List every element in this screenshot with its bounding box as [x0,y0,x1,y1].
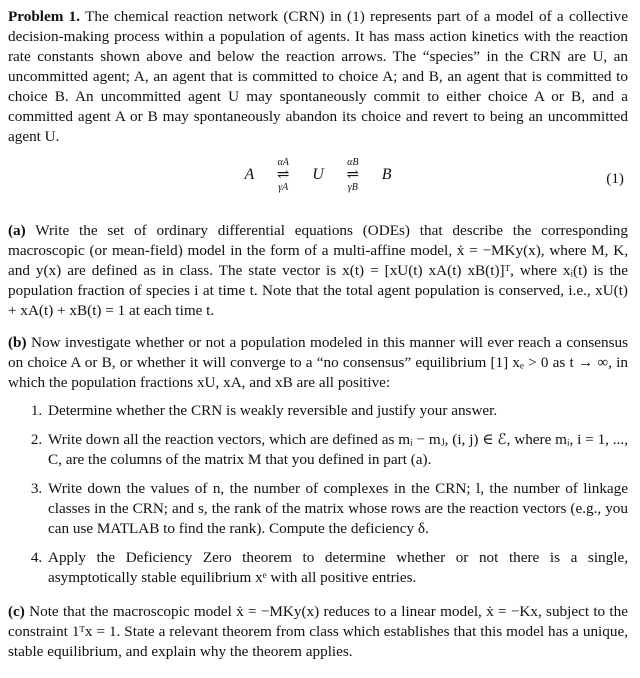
rate-gamma-a: γA [278,182,289,193]
crn-equation [8,157,628,201]
part-c-text: Note that the macroscopic model ẋ = −MKy(x) reduces to a linear model, ẋ = −Kx, subject to the constraint 1ᵀx = 1. State a relevant theorem from class which establishes that this model has a unique, stable equilibrium, and explain why the theorem applies. [8,603,628,660]
reaction-arrow-right [338,157,368,193]
part-b-text: Now investigate whether or not a population modeled in this manner will ever reach a consensus on choice A or B, or whether it will converge to a “no consensus” equilibrium [1] xₑ > 0 as t → ∞, in which the population fractions xU, xA, and xB are all positive: [8,334,628,391]
species-b: B [381,166,392,183]
reaction-arrow-left [268,157,298,193]
rate-alpha-a: αA [277,157,289,168]
crn-equation-body [8,157,628,193]
equation-number: (1) [606,170,624,187]
problem-label: Problem 1. [8,8,81,25]
part-b-item-3: 3. Write down the values of n, the number of complexes in the CRN; l, the number of linkage classes in the CRN; and s, the rank of the matrix whose rows are the reaction vectors (e.g., you can use MATLAB to find the rank). Compute the deficiency δ. [46,479,628,539]
part-b-list [8,401,628,588]
part-b-item-1: 1. Determine whether the CRN is weakly reversible and justify your answer. [46,401,628,421]
problem-intro [8,7,628,147]
part-b-label: (b) [8,334,27,351]
species-a: A [244,166,255,183]
part-b-item-2: 2. Write down all the reaction vectors, which are defined as mᵢ − mⱼ, (i, j) ∈ ℰ, where mᵢ, i = 1, ..., C, are the columns of the matrix M that you defined in part (a). [46,430,628,470]
part-a-text: Write the set of ordinary differential equations (ODEs) that describe the corresponding macroscopic (or mean-field) model in the form of a multi-affine model, ẋ = −MKy(x), where M, K, and y(x) are defined as in class. The state vector is x(t) = [xU(t) xA(t) xB(t)]ᵀ, where xᵢ(t) is the population fraction of species i at time t. Note that the total agent population is conserved, i.e., xU(t) + xA(t) + xB(t) = 1 at each time t. [8,222,628,319]
reversible-arrow-icon: ⇌ [276,167,290,183]
part-a-label: (a) [8,222,26,239]
part-b-item-4: 4. Apply the Deficiency Zero theorem to determine whether or not there is a single, asymptotically stable equilibrium xᵉ with all positive entries. [46,548,628,588]
rate-gamma-b: γB [347,182,358,193]
part-a [8,221,628,321]
part-b [8,333,628,393]
species-u: U [312,166,324,183]
rate-alpha-b: αB [347,157,359,168]
problem-intro-text: The chemical reaction network (CRN) in (1) represents part of a model of a collective decision-making process within a population of agents. It has mass action kinetics with the reaction rate constants shown above and below the reaction arrows. The “species” in the CRN are U, an uncommitted agent; A, an agent that is committed to choice A; and B, an agent that is committed to choice B. An uncommitted agent U may spontaneously commit to either choice A or B, and a committed agent A or B may spontaneously abandon its choice and revert to being an uncommitted agent U. [8,8,628,145]
reversible-arrow-icon: ⇌ [346,167,360,183]
part-c [8,602,628,662]
part-c-label: (c) [8,603,25,620]
